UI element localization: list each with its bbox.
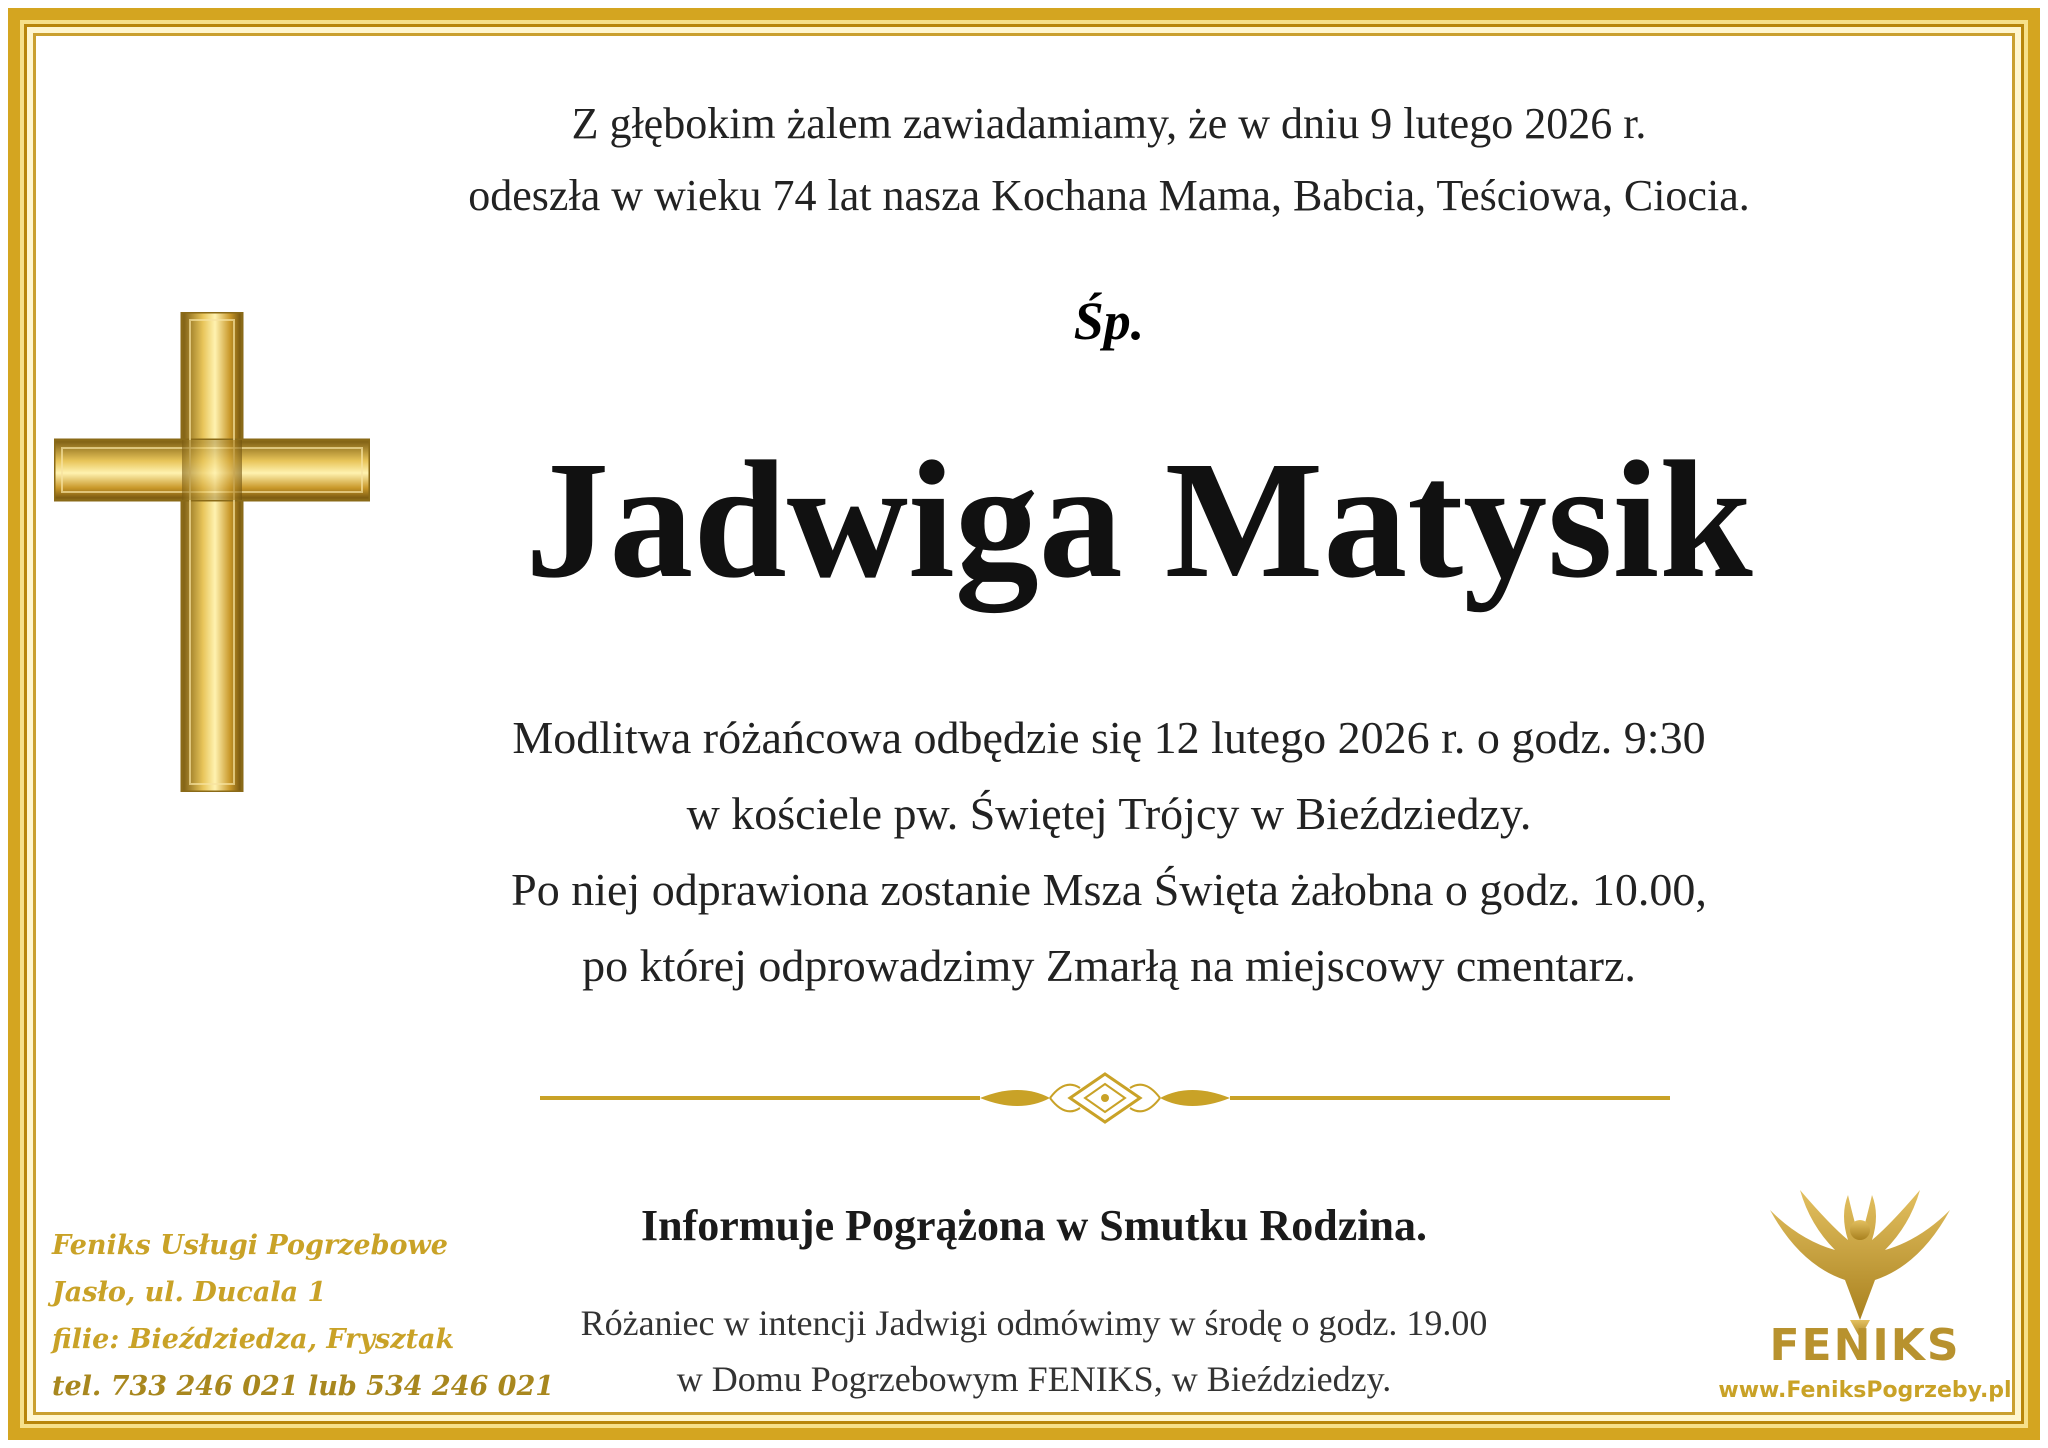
intro-text xyxy=(0,88,2048,232)
intro-line: Z głębokim żalem zawiadamiamy, że w dniu 9 lutego 2026 r. xyxy=(571,99,1647,148)
family-inform-text: Informuje Pogrążona w Smutku Rodzina. xyxy=(641,1201,1427,1250)
logo-url[interactable]: www.FeniksPogrzeby.pl xyxy=(1718,1378,2012,1403)
ceremony-line: po której odprowadzimy Zmarłą na miejscowy cmentarz. xyxy=(582,940,1636,991)
phoenix-icon xyxy=(1740,1170,1980,1340)
ornament-divider xyxy=(540,1070,1670,1126)
company-phone: tel. 733 246 021 lub 534 246 021 xyxy=(52,1371,555,1402)
ceremony-line: Modlitwa różańcowa odbędzie się 12 lutego 2026 r. o godz. 9:30 xyxy=(512,712,1706,763)
rosary-line: Różaniec w intencji Jadwigi odmówimy w środę o godz. 19.00 xyxy=(580,1303,1488,1343)
abbrev-label: Śp. xyxy=(1073,291,1145,351)
ceremony-line: w kościele pw. Świętej Trójcy w Bieździedzy. xyxy=(686,788,1532,839)
ceremony-line: Po niej odprawiona zostanie Msza Święta żałobna o godz. 10.00, xyxy=(511,864,1707,915)
deceased-name xyxy=(0,425,2048,615)
company-branches: filie: Bieździedza, Frysztak xyxy=(52,1324,455,1355)
rosary-line: w Domu Pogrzebowym FENIKS, w Bieździedzy. xyxy=(676,1359,1392,1399)
intro-line: odeszła w wieku 74 lat nasza Kochana Mama, Babcia, Teściowa, Ciocia. xyxy=(468,171,1750,220)
company-name: Feniks Usługi Pogrzebowe xyxy=(52,1230,448,1261)
deceased-name-text: Jadwiga Matysik xyxy=(525,427,1753,613)
ceremony-text xyxy=(0,700,2048,1004)
logo-text: FENIKS xyxy=(1769,1320,1961,1371)
company-info xyxy=(52,1222,554,1410)
abbrev-sp xyxy=(0,290,2048,352)
company-address: Jasło, ul. Ducala 1 xyxy=(52,1277,327,1308)
